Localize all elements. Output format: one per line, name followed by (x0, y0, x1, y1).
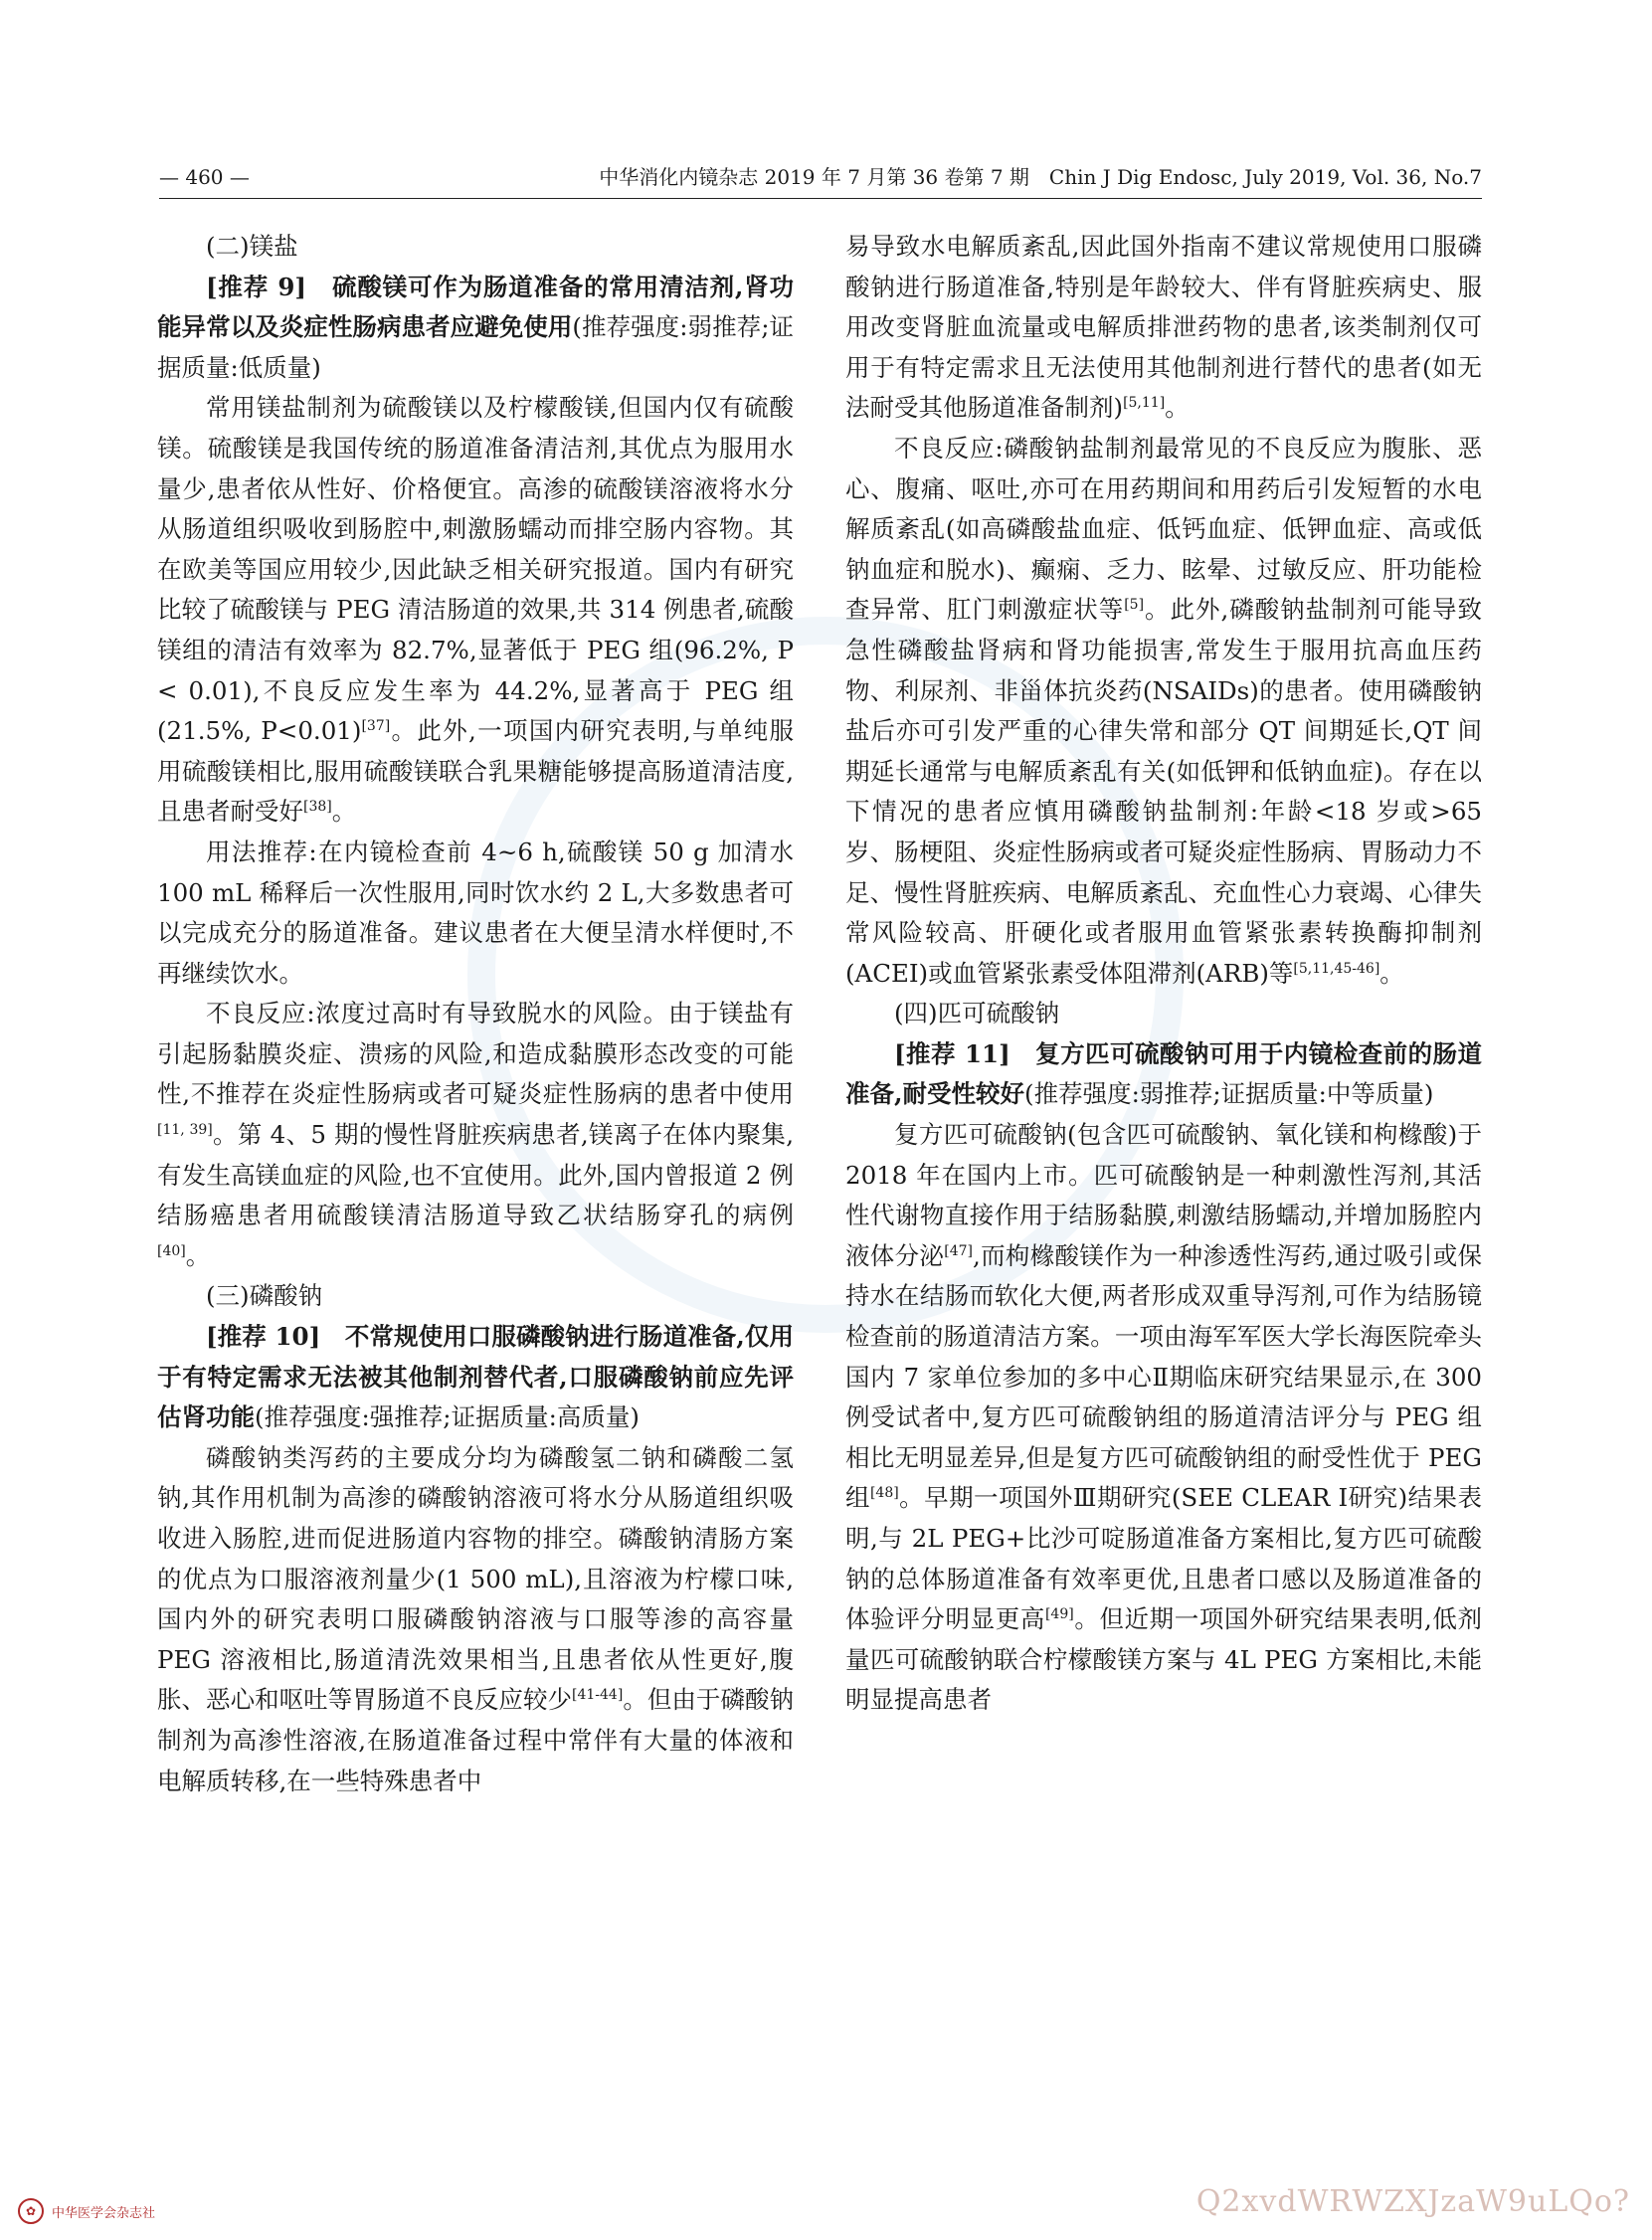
recommendation-text: 复方匹可硫酸钠可用于内镜检查前的肠道准备,耐受性较好 (845, 1038, 1482, 1109)
paragraph-text: 不良反应:磷酸钠盐制剂最常见的不良反应为腹胀、恶心、腹痛、呕吐,亦可在用药期间和用药后引发短暂的水电解质紊乱(如高磷酸盐血症、低钙血症、低钾血症、高或低钠血症和脱水)、癫痫、乏力、眩晕、过敏反应、肝功能检查异常、肛门刺激症状等 (845, 433, 1482, 625)
reference-marker: [37] (361, 717, 391, 734)
footer-watermark-code: Q2xvdWRWZXJzaW9uLQo? (1195, 2184, 1630, 2219)
reference-marker: [11, 39] (157, 1121, 213, 1138)
recommendation-grade: (推荐强度:弱推荐;证据质量:中等质量) (1024, 1079, 1434, 1109)
paragraph-text: 。此外,磷酸钠盐制剂可能导致急性磷酸盐肾病和肾功能损害,常发生于服用抗高血压药物、利尿剂、非甾体抗炎药(NSAIDs)的患者。使用磷酸钠盐后亦可引发严重的心律失常和部分 QT 间期延长,QT 间期延长通常与电解质紊乱有关(如低钾和低钠血症)。存在以下情况的患者应慎用磷酸钠盐制剂:年龄<18 岁或>65 岁、肠梗阻、炎症性肠病或者可疑炎症性肠病、胃肠动力不足、慢性肾脏疾病、电解质紊乱、充血性心力衰竭、心律失常风险较高、肝硬化或者服用血管紧张素转换酶抑制剂(ACEI)或血管紧张素受体阻滞剂(ARB)等 (845, 595, 1482, 988)
recommendation-tag: [推荐 10] (206, 1322, 321, 1352)
page-number: — 460 — (159, 165, 250, 189)
reference-marker: [5,11,45-46] (1293, 960, 1380, 977)
body-paragraph (157, 833, 794, 994)
body-paragraph (157, 388, 794, 833)
paragraph-text: ,而枸橼酸镁作为一种渗透性泻药,通过吸引或保持水在结肠而软化大便,两者形成双重导泻剂,可作为结肠镜检查前的肠道清洁方案。一项由海军军医大学长海医院牵头国内 7 家单位参加的多中心Ⅱ期临床研究结果显示,在 300 例受试者中,复方匹可硫酸钠组的肠道清洁评分与 PEG 组相比无明显差异,但是复方匹可硫酸钠组的耐受性优于 PEG 组 (845, 1240, 1483, 1513)
recommendation (845, 1034, 1482, 1115)
recommendation-tag: [推荐 9] (206, 272, 306, 301)
page-header (159, 159, 1482, 195)
left-column (157, 227, 794, 1801)
paragraph-text: 。但由于磷酸钠制剂为高渗性溶液,在肠道准备过程中常伴有大量的体液和电解质转移,在一些特殊患者中 (157, 1685, 795, 1795)
publisher-logo (18, 2196, 155, 2226)
header-rule (159, 198, 1482, 199)
paragraph-text: 常用镁盐制剂为硫酸镁以及柠檬酸镁,但国内仅有硫酸镁。硫酸镁是我国传统的肠道准备清洁剂,其优点为服用水量少,患者依从性好、价格便宜。高渗的硫酸镁溶液将水分从肠道组织吸收到肠腔中,刺激肠蠕动而排空肠内容物。其在欧美等国应用较少,因此缺乏相关研究报道。国内有研究比较了硫酸镁与 PEG 清洁肠道的效果,共 314 例患者,硫酸镁组的清洁有效率为 82.7%,显著低于 PEG 组(96.2%, P < 0.01),不良反应发生率为 44.2%,显著高于 PEG 组(21.5%, P<0.01) (157, 393, 794, 746)
body-paragraph (157, 1438, 794, 1801)
reference-marker: [49] (1044, 1606, 1074, 1623)
body-paragraph (845, 429, 1482, 994)
paragraph-text: 复方匹可硫酸钠(包含匹可硫酸钠、氧化镁和枸橼酸)于 2018 年在国内上市。匹可硫酸钠是一种刺激性泻剂,其活性代谢物直接作用于结肠黏膜,刺激结肠蠕动,并增加肠腔内液体分泌 (845, 1120, 1482, 1270)
paragraph-text: 。此外,一项国内研究表明,与单纯服用硫酸镁相比,服用硫酸镁联合乳果糖能够提高肠道清洁度,且患者耐受好 (157, 716, 795, 827)
paragraph-text: 磷酸钠类泻药的主要成分均为磷酸氢二钠和磷酸二氢钠,其作用机制为高渗的磷酸钠溶液可将水分从肠道组织吸收进入肠腔,进而促进肠道内容物的排空。磷酸钠清肠方案的优点为口服溶液剂量少(1 500 mL),且溶液为柠檬口味,国内外的研究表明口服磷酸钠溶液与口服等渗的高容量 PEG 溶液相比,肠道清洗效果相当,且患者依从性更好,腹胀、恶心和呕吐等胃肠道不良反应较少 (157, 1442, 794, 1715)
recommendation-text: 不常规使用口服磷酸钠进行肠道准备,仅用于有特定需求无法被其他制剂替代者,口服磷酸钠前应先评估肾功能 (157, 1322, 794, 1432)
paragraph-text: 。 (1379, 958, 1404, 988)
recommendation-tag: [推荐 11] (894, 1038, 1010, 1068)
section-heading: (四)匹可硫酸钠 (894, 999, 1060, 1028)
publisher-name: 中华医学会杂志社 (52, 2205, 156, 2221)
journal-citation: 中华消化内镜杂志 2019 年 7 月第 36 卷第 7 期 Chin J Dig Endosc, July 2019, Vol. 36, No.7 (599, 165, 1482, 189)
recommendation (157, 268, 794, 389)
recommendation (157, 1317, 794, 1438)
paragraph-text: 不良反应:浓度过高时有导致脱水的风险。由于镁盐有引起肠黏膜炎症、溃疡的风险,和造成黏膜形态改变的可能性,不推荐在炎症性肠病或者可疑炎症性肠病的患者中使用 (157, 999, 794, 1109)
body-paragraph (845, 227, 1482, 429)
body-paragraph (157, 994, 794, 1276)
reference-marker: [38] (303, 799, 332, 816)
paragraph-text: 。但近期一项国外研究结果表明,低剂量匹可硫酸钠联合柠檬酸镁方案与 4L PEG 方案相比,未能明显提高患者 (845, 1604, 1482, 1715)
reference-marker: [47] (944, 1242, 973, 1259)
recommendation-grade: (推荐强度:强推荐;证据质量:高质量) (255, 1402, 640, 1432)
section-heading: (三)磷酸钠 (206, 1281, 323, 1311)
reference-marker: [48] (869, 1485, 899, 1502)
paragraph-text: 。 (185, 1240, 211, 1270)
section-heading: (二)镁盐 (206, 232, 298, 261)
body-paragraph (845, 1115, 1482, 1721)
paragraph-text: 易导致水电解质紊乱,因此国外指南不建议常规使用口服磷酸钠进行肠道准备,特别是年龄较大、伴有肾脏疾病史、服用改变肾脏血流量或电解质排泄药物的患者,该类制剂仅可用于有特定需求且无法使用其他制剂进行替代的患者(如无法耐受其他肠道准备制剂) (845, 232, 1482, 423)
reference-marker: [5] (1124, 597, 1145, 614)
reference-marker: [40] (157, 1242, 186, 1259)
paragraph-text: 。第 4、5 期的慢性肾脏疾病患者,镁离子在体内聚集,有发生高镁血症的风险,也不宜使用。此外,国内曾报道 2 例结肠癌患者用硫酸镁清洁肠道导致乙状结肠穿孔的病例 (157, 1120, 795, 1230)
paragraph-text: 。 (331, 797, 357, 827)
right-column (845, 227, 1482, 1721)
reference-marker: [41-44] (572, 1687, 624, 1704)
recommendation-text: 硫酸镁可作为肠道准备的常用清洁剂,肾功能异常以及炎症性肠病患者应避免使用 (157, 272, 794, 342)
seal-icon: ✿ (18, 2198, 44, 2224)
paragraph-text: 。早期一项国外Ⅲ期研究(SEE CLEAR Ⅰ研究)结果表明,与 2L PEG+比沙可啶肠道准备方案相比,复方匹可硫酸钠的总体肠道准备有效率更优,且患者口感以及肠道准备的体验评分明显更高 (845, 1483, 1483, 1634)
reference-marker: [5,11] (1123, 395, 1166, 412)
paragraph-text: 用法推荐:在内镜检查前 4~6 h,硫酸镁 50 g 加清水 100 mL 稀释后一次性服用,同时饮水约 2 L,大多数患者可以完成充分的肠道准备。建议患者在大便呈清水样便时,不再继续饮水。 (157, 837, 794, 988)
recommendation-grade: (推荐强度:弱推荐;证据质量:低质量) (157, 312, 794, 382)
paragraph-text: 。 (1165, 393, 1190, 423)
